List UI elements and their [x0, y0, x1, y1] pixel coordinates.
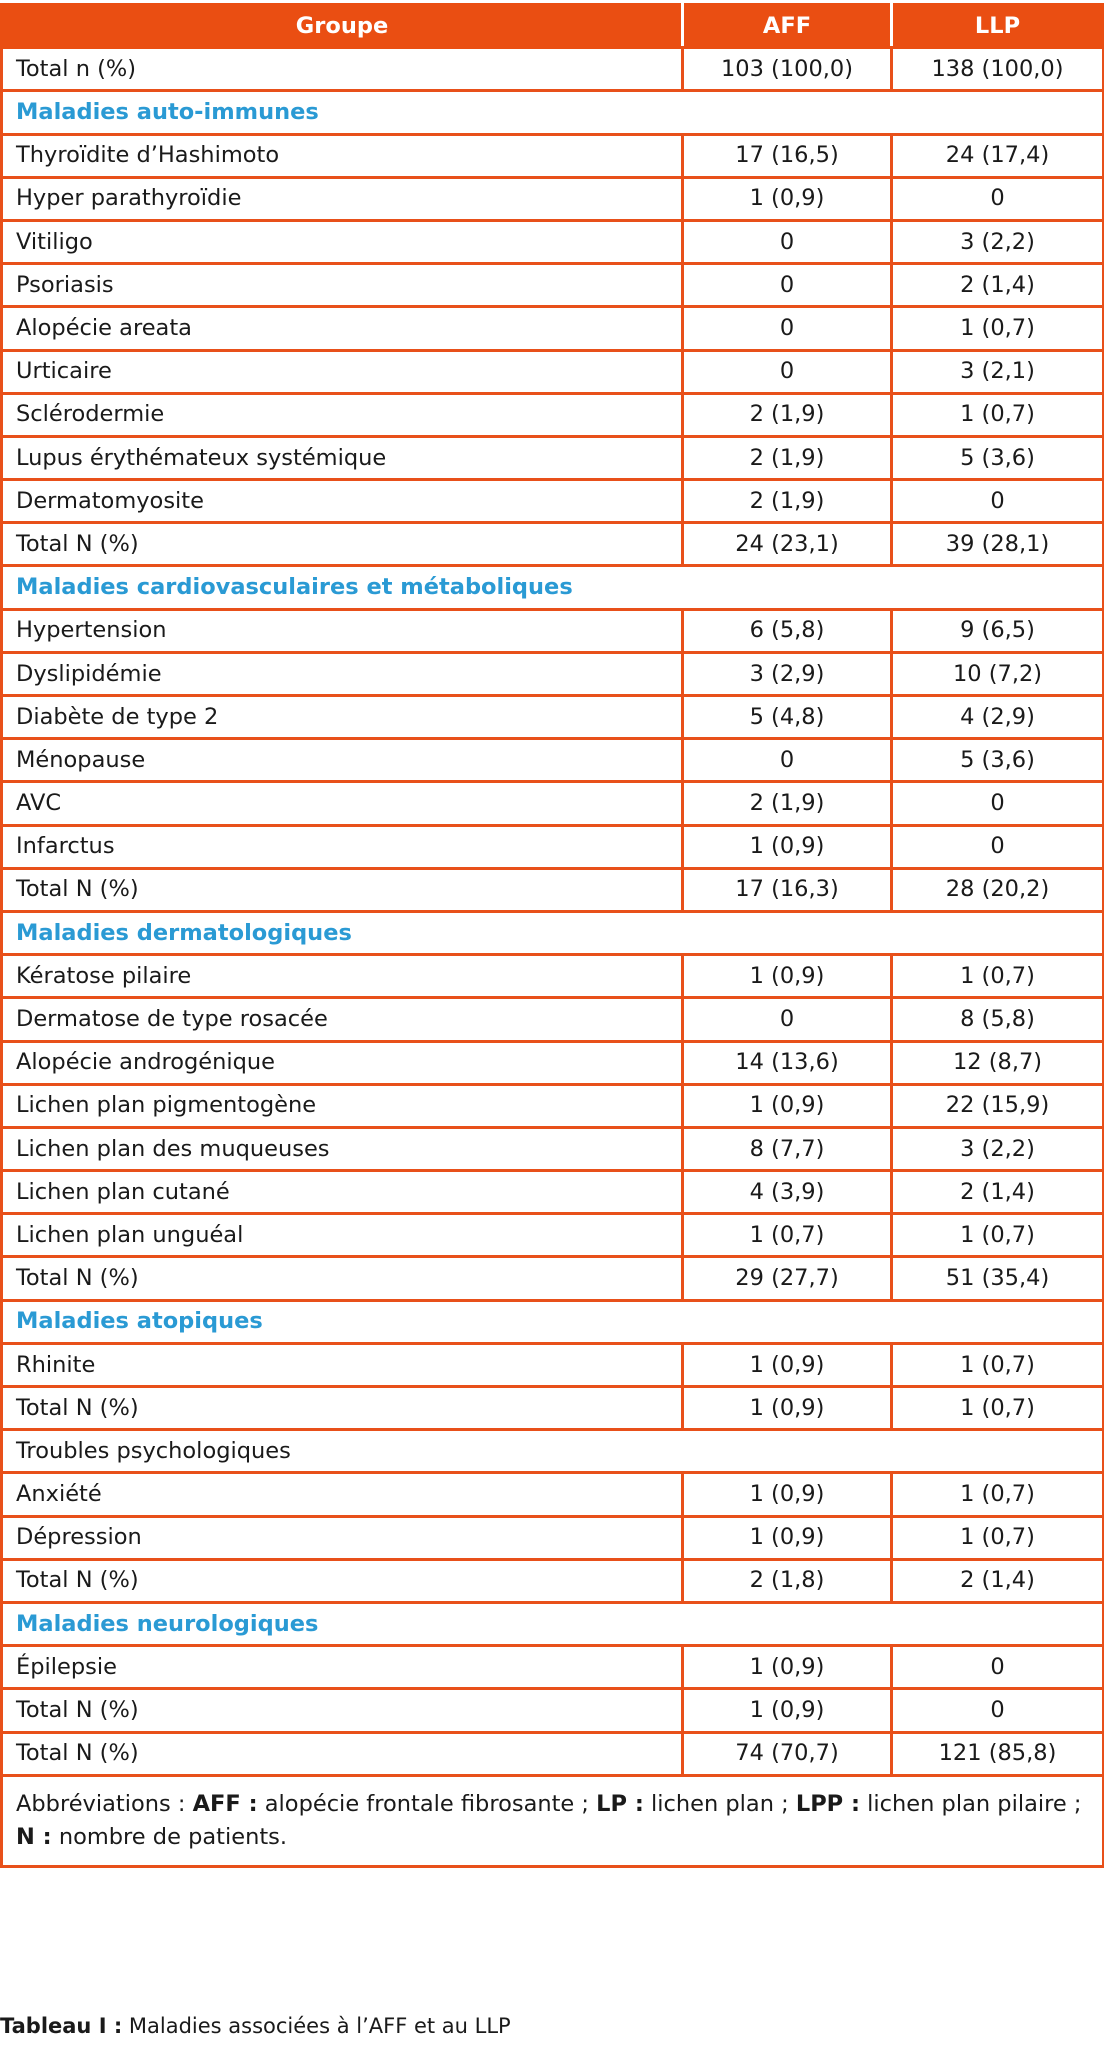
llp-value: 10 (7,2): [892, 652, 1104, 695]
abbr-aff-text: alopécie frontale fibrosante ;: [257, 1791, 597, 1818]
table-row: [2, 177, 1104, 220]
llp-value: 0: [892, 782, 1104, 825]
llp-value: 3 (2,2): [892, 220, 1104, 263]
table-row: [2, 1084, 1104, 1127]
row-label: AVC: [2, 782, 683, 825]
table-row: [2, 48, 1104, 91]
llp-value: 0: [892, 177, 1104, 220]
aff-value: 0: [683, 998, 892, 1041]
row-label: Lupus érythémateux systémique: [2, 436, 683, 479]
row-label: Lichen plan unguéal: [2, 1214, 683, 1257]
row-label: Total N (%): [2, 1732, 683, 1775]
aff-value: 2 (1,9): [683, 782, 892, 825]
table-row: [2, 436, 1104, 479]
row-label: Hypertension: [2, 609, 683, 652]
llp-value: 0: [892, 1689, 1104, 1732]
aff-value: 1 (0,9): [683, 825, 892, 868]
table-row: [2, 523, 1104, 566]
aff-value: 24 (23,1): [683, 523, 892, 566]
header-llp: LLP: [892, 5, 1104, 48]
table-caption: [0, 2014, 511, 2038]
table-row: [2, 609, 1104, 652]
llp-value: 0: [892, 1646, 1104, 1689]
llp-value: 24 (17,4): [892, 134, 1104, 177]
llp-value: 121 (85,8): [892, 1732, 1104, 1775]
row-label: Rhinite: [2, 1343, 683, 1386]
llp-value: 22 (15,9): [892, 1084, 1104, 1127]
llp-value: 2 (1,4): [892, 1559, 1104, 1602]
row-label: Lichen plan des muqueuses: [2, 1127, 683, 1170]
row-label: Hyper parathyroïdie: [2, 177, 683, 220]
abbr-lp: LP :: [596, 1791, 644, 1818]
llp-value: 28 (20,2): [892, 868, 1104, 911]
aff-value: 1 (0,9): [683, 1516, 892, 1559]
section-title: Maladies atopiques: [2, 1300, 1104, 1343]
llp-value: 1 (0,7): [892, 307, 1104, 350]
aff-value: 0: [683, 739, 892, 782]
aff-value: 6 (5,8): [683, 609, 892, 652]
table-row: [2, 1473, 1104, 1516]
aff-value: 1 (0,9): [683, 1387, 892, 1430]
aff-value: 17 (16,3): [683, 868, 892, 911]
table-header-row: [2, 5, 1104, 48]
llp-value: 3 (2,1): [892, 350, 1104, 393]
llp-value: 138 (100,0): [892, 48, 1104, 91]
table-row: [2, 1387, 1104, 1430]
row-label: Psoriasis: [2, 264, 683, 307]
llp-value: 2 (1,4): [892, 1171, 1104, 1214]
section-title: Maladies cardiovasculaires et métaboliques: [2, 566, 1104, 609]
table-row: [2, 652, 1104, 695]
aff-value: 2 (1,9): [683, 436, 892, 479]
abbr-lp-text: lichen plan ;: [643, 1791, 796, 1818]
table-row: [2, 1516, 1104, 1559]
llp-value: 1 (0,7): [892, 1473, 1104, 1516]
llp-value: 4 (2,9): [892, 696, 1104, 739]
table-row: [2, 1559, 1104, 1602]
table-row: [2, 868, 1104, 911]
abbreviations-note: [2, 1775, 1104, 1866]
abbr-lpp: LPP :: [795, 1791, 861, 1818]
table-row: [2, 393, 1104, 436]
aff-value: 3 (2,9): [683, 652, 892, 695]
abbreviations-row: [2, 1775, 1104, 1866]
llp-value: 0: [892, 825, 1104, 868]
llp-value: 9 (6,5): [892, 609, 1104, 652]
row-label: Lichen plan pigmentogène: [2, 1084, 683, 1127]
row-label: Total n (%): [2, 48, 683, 91]
row-label: Épilepsie: [2, 1646, 683, 1689]
abbr-aff: AFF :: [192, 1791, 258, 1818]
abbreviations-prefix: Abbréviations :: [16, 1791, 193, 1818]
header-aff: AFF: [683, 5, 892, 48]
aff-value: 1 (0,9): [683, 177, 892, 220]
row-label: Dépression: [2, 1516, 683, 1559]
row-label: Anxiété: [2, 1473, 683, 1516]
table-row: [2, 134, 1104, 177]
row-label: Lichen plan cutané: [2, 1171, 683, 1214]
row-label: Dyslipidémie: [2, 652, 683, 695]
aff-value: 5 (4,8): [683, 696, 892, 739]
row-label: Alopécie androgénique: [2, 1041, 683, 1084]
table-row: [2, 1127, 1104, 1170]
table-row: [2, 1343, 1104, 1386]
llp-value: 1 (0,7): [892, 1343, 1104, 1386]
aff-value: 2 (1,8): [683, 1559, 892, 1602]
section-row: [2, 1430, 1104, 1473]
row-label: Dermatose de type rosacée: [2, 998, 683, 1041]
row-label: Vitiligo: [2, 220, 683, 263]
table-row: [2, 1041, 1104, 1084]
row-label: Kératose pilaire: [2, 955, 683, 998]
llp-value: 3 (2,2): [892, 1127, 1104, 1170]
llp-value: 8 (5,8): [892, 998, 1104, 1041]
abbr-n: N :: [16, 1823, 52, 1850]
llp-value: 5 (3,6): [892, 436, 1104, 479]
llp-value: 1 (0,7): [892, 1214, 1104, 1257]
llp-value: 1 (0,7): [892, 955, 1104, 998]
llp-value: 1 (0,7): [892, 1516, 1104, 1559]
llp-value: 5 (3,6): [892, 739, 1104, 782]
aff-value: 0: [683, 350, 892, 393]
section-title: Maladies auto-immunes: [2, 91, 1104, 134]
aff-value: 0: [683, 220, 892, 263]
associated-diseases-table-wrapper: [0, 3, 1102, 1868]
table-row: [2, 998, 1104, 1041]
row-label: Infarctus: [2, 825, 683, 868]
section-title: Maladies dermatologiques: [2, 911, 1104, 954]
table-row: [2, 825, 1104, 868]
table-row: [2, 220, 1104, 263]
aff-value: 74 (70,7): [683, 1732, 892, 1775]
row-label: Total N (%): [2, 868, 683, 911]
aff-value: 14 (13,6): [683, 1041, 892, 1084]
llp-value: 2 (1,4): [892, 264, 1104, 307]
header-groupe: Groupe: [2, 5, 683, 48]
aff-value: 103 (100,0): [683, 48, 892, 91]
section-row: [2, 1602, 1104, 1645]
aff-value: 1 (0,9): [683, 1689, 892, 1732]
table-row: [2, 1689, 1104, 1732]
table-row: [2, 307, 1104, 350]
table-row: [2, 264, 1104, 307]
llp-value: 1 (0,7): [892, 1387, 1104, 1430]
table-row: [2, 1171, 1104, 1214]
row-label: Total N (%): [2, 1257, 683, 1300]
row-label: Thyroïdite d’Hashimoto: [2, 134, 683, 177]
aff-value: 1 (0,9): [683, 1473, 892, 1516]
aff-value: 1 (0,9): [683, 1084, 892, 1127]
aff-value: 0: [683, 307, 892, 350]
section-title: Maladies neurologiques: [2, 1602, 1104, 1645]
row-label: Total N (%): [2, 1559, 683, 1602]
row-label: Sclérodermie: [2, 393, 683, 436]
table-row: [2, 1646, 1104, 1689]
aff-value: 0: [683, 264, 892, 307]
row-label: Urticaire: [2, 350, 683, 393]
aff-value: 29 (27,7): [683, 1257, 892, 1300]
aff-value: 17 (16,5): [683, 134, 892, 177]
aff-value: 1 (0,9): [683, 1343, 892, 1386]
llp-value: 0: [892, 480, 1104, 523]
section-row: [2, 91, 1104, 134]
aff-value: 8 (7,7): [683, 1127, 892, 1170]
section-row: [2, 566, 1104, 609]
llp-value: 51 (35,4): [892, 1257, 1104, 1300]
section-row: [2, 1300, 1104, 1343]
aff-value: 1 (0,7): [683, 1214, 892, 1257]
table-row: [2, 782, 1104, 825]
aff-value: 2 (1,9): [683, 393, 892, 436]
aff-value: 2 (1,9): [683, 480, 892, 523]
section-row: [2, 911, 1104, 954]
row-label: Dermatomyosite: [2, 480, 683, 523]
table-row: [2, 955, 1104, 998]
table-row: [2, 696, 1104, 739]
table-body: [2, 48, 1104, 1776]
caption-text: Maladies associées à l’AFF et au LLP: [122, 2014, 511, 2038]
row-label: Ménopause: [2, 739, 683, 782]
aff-value: 1 (0,9): [683, 1646, 892, 1689]
row-label: Total N (%): [2, 1387, 683, 1430]
aff-value: 1 (0,9): [683, 955, 892, 998]
llp-value: 1 (0,7): [892, 393, 1104, 436]
section-title: Troubles psychologiques: [2, 1430, 1104, 1473]
row-label: Total N (%): [2, 1689, 683, 1732]
aff-value: 4 (3,9): [683, 1171, 892, 1214]
row-label: Diabète de type 2: [2, 696, 683, 739]
table-row: [2, 1732, 1104, 1775]
abbr-lpp-text: lichen plan pilaire ;: [860, 1791, 1082, 1818]
table-row: [2, 480, 1104, 523]
llp-value: 12 (8,7): [892, 1041, 1104, 1084]
table-row: [2, 1214, 1104, 1257]
row-label: Total N (%): [2, 523, 683, 566]
row-label: Alopécie areata: [2, 307, 683, 350]
table-row: [2, 739, 1104, 782]
caption-label: Tableau I :: [0, 2014, 123, 2038]
table-row: [2, 1257, 1104, 1300]
llp-value: 39 (28,1): [892, 523, 1104, 566]
table-row: [2, 350, 1104, 393]
associated-diseases-table: [0, 3, 1104, 1868]
abbr-n-text: nombre de patients.: [51, 1823, 288, 1850]
